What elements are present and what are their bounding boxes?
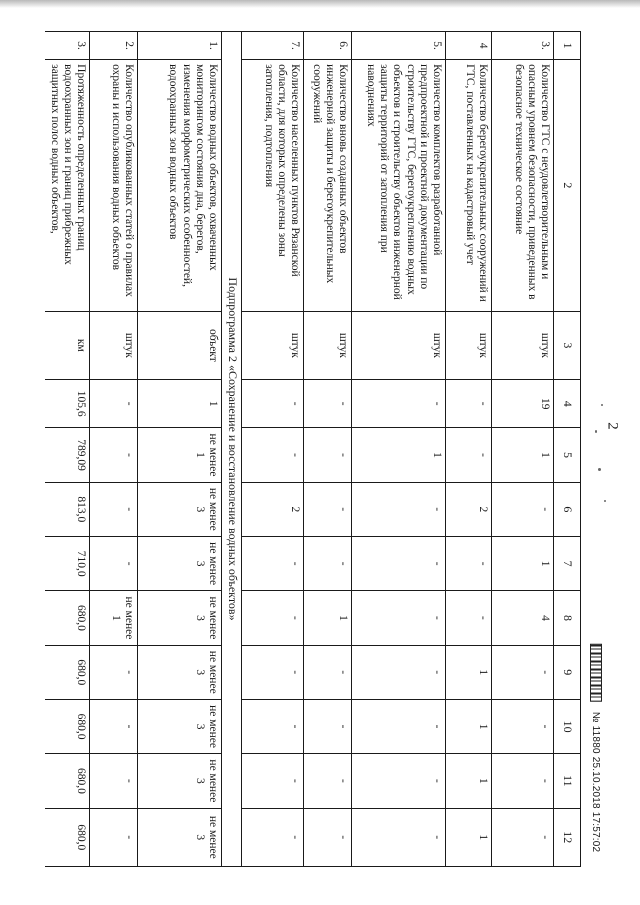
value-cell: - [304,754,352,808]
scan-speck [604,500,606,502]
value-cell: - [446,591,492,645]
row-number: 3. [492,32,554,60]
subprogram-title: Подпрограмма 2 «Сохранение и восстановление водных объектов» [222,32,242,867]
rotated-table-wrapper [45,31,581,867]
value-cell: - [304,808,352,866]
value-cell: - [242,380,304,428]
value-cell: 1 [446,699,492,753]
value-cell: - [352,591,446,645]
row-number: 4 [446,32,492,60]
value-cell: 710,0 [45,536,90,590]
unit-cell: штук [492,311,554,379]
value-cell: 680,0 [45,699,90,753]
value-cell: - [352,482,446,536]
indicator-name: Количество комплектов разработанной предпроектной и проектной документации по строительству ГТС, берегоукреплению водных объектов и строительству объектов инженерной защиты территорий от затопления при наводнениях [352,60,446,312]
value-cell: 680,0 [45,754,90,808]
value-cell: - [90,380,138,428]
value-cell: - [352,699,446,753]
column-header: 8 [554,591,581,645]
value-cell: не менее 3 [138,536,222,590]
value-cell: - [352,380,446,428]
document-frame [45,31,581,867]
value-cell: не менее 1 [90,591,138,645]
value-cell: - [304,482,352,536]
row-number: 2. [90,32,138,60]
unit-cell: штук [352,311,446,379]
table-row [90,32,138,867]
value-cell: не менее 3 [138,482,222,536]
value-cell: - [492,482,554,536]
value-cell: не менее 3 [138,754,222,808]
table-row [45,32,90,867]
column-header: 5 [554,428,581,482]
column-header: 2 [554,60,581,312]
value-cell: 1 [446,808,492,866]
indicator-name: Количество ГТС с неудовлетворительным и опасным уровнем безопасности, приведенных в безопасное техническое состояние [492,60,554,312]
column-header: 3 [554,311,581,379]
value-cell: - [446,428,492,482]
barcode-icon [590,644,602,702]
value-cell: - [90,536,138,590]
row-number: 3. [45,32,90,60]
value-cell: - [242,808,304,866]
value-cell: не менее 3 [138,591,222,645]
column-header: 1 [554,32,581,60]
column-header: 11 [554,754,581,808]
value-cell: не менее 3 [138,699,222,753]
value-cell: 105,6 [45,380,90,428]
scan-speck [601,404,603,406]
registration-number: № 11880 25.10.2018 17:57:02 [590,711,602,853]
value-cell: 789,09 [45,428,90,482]
value-cell: - [90,482,138,536]
value-cell: 2 [446,482,492,536]
value-cell: - [242,428,304,482]
value-cell: не менее 1 [138,428,222,482]
value-cell: - [352,808,446,866]
value-cell: - [446,380,492,428]
unit-cell: штук [90,311,138,379]
value-cell: - [242,536,304,590]
indicator-name: Количество населенных пунктов Рязанской области, для которых определены зоны затопления, подтопления [242,60,304,312]
value-cell: - [242,591,304,645]
table-row [138,32,222,867]
table-row [304,32,352,867]
value-cell: - [90,428,138,482]
value-cell: - [242,645,304,699]
value-cell: - [242,754,304,808]
value-cell: не менее 3 [138,645,222,699]
value-cell: 680,0 [45,591,90,645]
value-cell: 1 [492,536,554,590]
scan-speck [595,430,597,433]
unit-cell: объект [138,311,222,379]
value-cell: 1 [492,428,554,482]
value-cell: - [90,699,138,753]
value-cell: - [90,808,138,866]
table-row [352,32,446,867]
value-cell: - [492,645,554,699]
indicator-name: Количество берегоукрепительных сооружений и ГТС, поставленных на кадастровый учет [446,60,492,312]
value-cell: - [304,380,352,428]
unit-cell: штук [304,311,352,379]
value-cell: - [492,754,554,808]
unit-cell: штук [242,311,304,379]
value-cell: - [492,808,554,866]
value-cell: - [352,754,446,808]
indicator-name: Количество опубликованных статей о правилах охраны и использования водных объектов [90,60,138,312]
indicator-name: Протяженность определенных границ водоохранных зон и границ прибрежных защитных полос водных объектов, [45,60,90,312]
subprogram-row [222,32,242,867]
value-cell: - [304,536,352,590]
scan-speck [598,468,601,471]
value-cell: 1 [304,591,352,645]
value-cell: 1 [352,428,446,482]
page-number: 2 [604,422,621,430]
table-row [242,32,304,867]
table-row [446,32,492,867]
value-cell: 1 [138,380,222,428]
value-cell: - [492,699,554,753]
value-cell: 813,0 [45,482,90,536]
column-header: 12 [554,808,581,866]
row-number: 5. [352,32,446,60]
column-header: 9 [554,645,581,699]
scan-top-edge [0,0,640,8]
value-cell: 680,0 [45,645,90,699]
value-cell: - [90,645,138,699]
value-cell: 1 [446,645,492,699]
value-cell: - [352,645,446,699]
indicator-name: Количество водных объектов, охваченных мониторингом состояния дна, берегов, изменения морфометрических особенностей, водоохранных зон водных объектов [138,60,222,312]
value-cell: - [90,754,138,808]
column-header: 7 [554,536,581,590]
value-cell: 680,0 [45,808,90,866]
column-header: 6 [554,482,581,536]
row-number: 7. [242,32,304,60]
unit-cell: км [45,311,90,379]
registration-stamp [590,644,602,853]
header-row [554,32,581,867]
column-header: 4 [554,380,581,428]
indicators-table [45,31,581,867]
value-cell: - [304,699,352,753]
value-cell: - [242,699,304,753]
value-cell: - [352,536,446,590]
value-cell: 1 [446,754,492,808]
unit-cell: штук [446,311,492,379]
value-cell: 4 [492,591,554,645]
value-cell: - [304,428,352,482]
value-cell: 19 [492,380,554,428]
row-number: 6. [304,32,352,60]
value-cell: не менее 3 [138,808,222,866]
indicator-name: Количество вновь созданных объектов инженерной защиты и берегоукрепительных сооружений [304,60,352,312]
value-cell: - [446,536,492,590]
column-header: 10 [554,699,581,753]
table-row [492,32,554,867]
value-cell: - [304,645,352,699]
row-number: 1. [138,32,222,60]
value-cell: 2 [242,482,304,536]
